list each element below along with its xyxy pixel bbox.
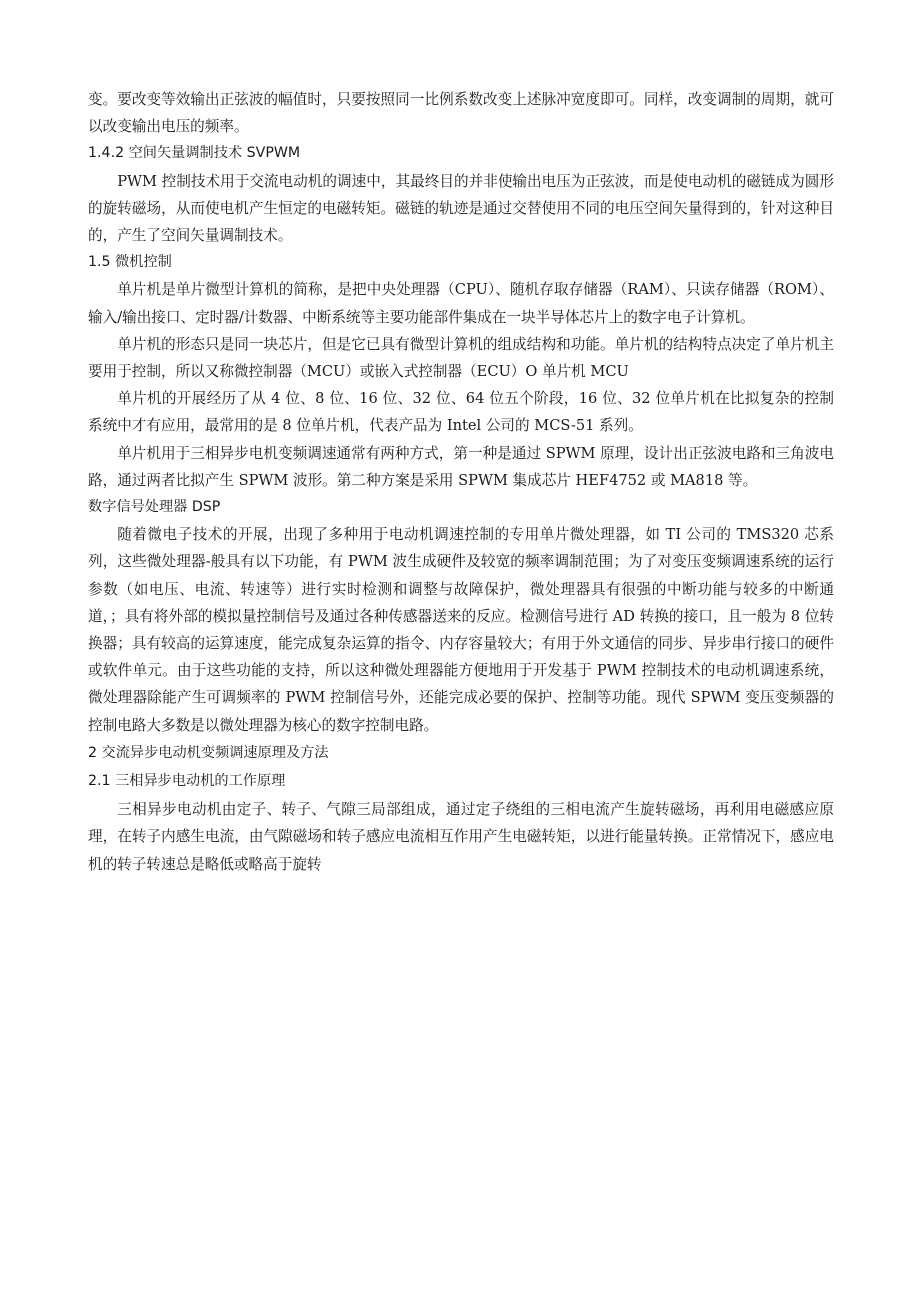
heading-2-1: 2.1 三相异步电动机的工作原理 bbox=[88, 773, 286, 790]
heading-1-5: 1.5 微机控制 bbox=[88, 254, 172, 271]
heading-2: 2 交流异步电动机变频调速原理及方法 bbox=[88, 744, 329, 761]
paragraph-induction-motor: 三相异步电动机由定子、转子、气隙三局部组成，通过定子绕组的三相电流产生旋转磁场，再利用电磁感应原理，在转子内感生电流，由气隙磁场和转子感应电流相互作用产生电磁转矩，以进行能量转换。正常情况下，感应电机的转子转速总是略低或略高于旋转 bbox=[88, 801, 834, 873]
paragraph-mcu-history: 单片机的开展经历了从 4 位、8 位、16 位、32 位、64 位五个阶段，16 位、32 位单片机在比拟复杂的控制系统中才有应用，最常用的是 8 位单片机，代表产品为 Intel 公司的 MCS-51 系列。 bbox=[88, 390, 834, 435]
heading-1-4-2: 1.4.2 空间矢量调制技术 SVPWM bbox=[88, 145, 301, 162]
paragraph-dsp: 随着微电子技术的开展，出现了多种用于电动机调速控制的专用单片微处理器，如 TI 公司的 TMS320 芯系列，这些微处理器-般具有以下功能，有 PWM 波生成硬件及较宽的频率调制范围；为了对变压变频调速系统的运行参数（如电压、电流、转速等）进行实时检测和调整与故障保护，微处理器具有很强的中断功能与较多的中断通道，；具有将外部的模拟量控制信号及通过各种传感器送来的反应。检测信号进行 AD 转换的接口，且一般为 8 位转换器；具有较高的运算速度，能完成复杂运算的指令、内存容量较大；有用于外文通信的同步、异步串行接口的硬件或软件单元。由于这些功能的支持，所以这种微处理器能方便地用于开发基于 PWM 控制技术的电动机调速系统，微处理器除能产生可调频率的 PWM 控制信号外，还能完成必要的保护、控制等功能。现代 SPWM 变压变频器的控制电路大多数是以微处理器为核心的数字控制电路。 bbox=[88, 526, 834, 734]
heading-dsp: 数字信号处理器 DSP bbox=[88, 499, 221, 516]
paragraph-svpwm: PWM 控制技术用于交流电动机的调速中，其最终目的并非使输出电压为正弦波，而是使电动机的磁链成为圆形的旋转磁场，从而使电机产生恒定的电磁转矩。磁链的轨迹是通过交替使用不同的电压空间矢量得到的，针对这种目的，产生了空间矢量调制技术。 bbox=[88, 172, 834, 245]
paragraph-mcu-definition: 单片机是单片微型计算机的简称，是把中央处理器（CPU）、随机存取存储器（RAM）、只读存储器（ROM）、输入/输出接口、定时器/计数器、中断系统等主要功能部件集成在一块半导体芯片上的数字电子计算机。 bbox=[88, 281, 834, 326]
paragraph-mcu-form: 单片机的形态只是同一块芯片，但是它已具有微型计算机的组成结构和功能。单片机的结构特点决定了单片机主要用于控制，所以又称微控制器（MCU）或嵌入式控制器（ECU）O 单片机 MCU bbox=[88, 335, 834, 381]
paragraph-continuation: 变。要改变等效输出正弦波的幅值时，只要按照同一比例系数改变上述脉冲宽度即可。同样，改变调制的周期，就可以改变输出电压的频率。 bbox=[88, 91, 834, 136]
paragraph-mcu-vfd: 单片机用于三相异步电机变频调速通常有两种方式，第一种是通过 SPWM 原理，设计出正弦波电路和三角波电路，通过两者比拟产生 SPWM 波形。第二种方案是采用 SPWM 集成芯片 HEF4752 或 MA818 等。 bbox=[88, 444, 834, 489]
